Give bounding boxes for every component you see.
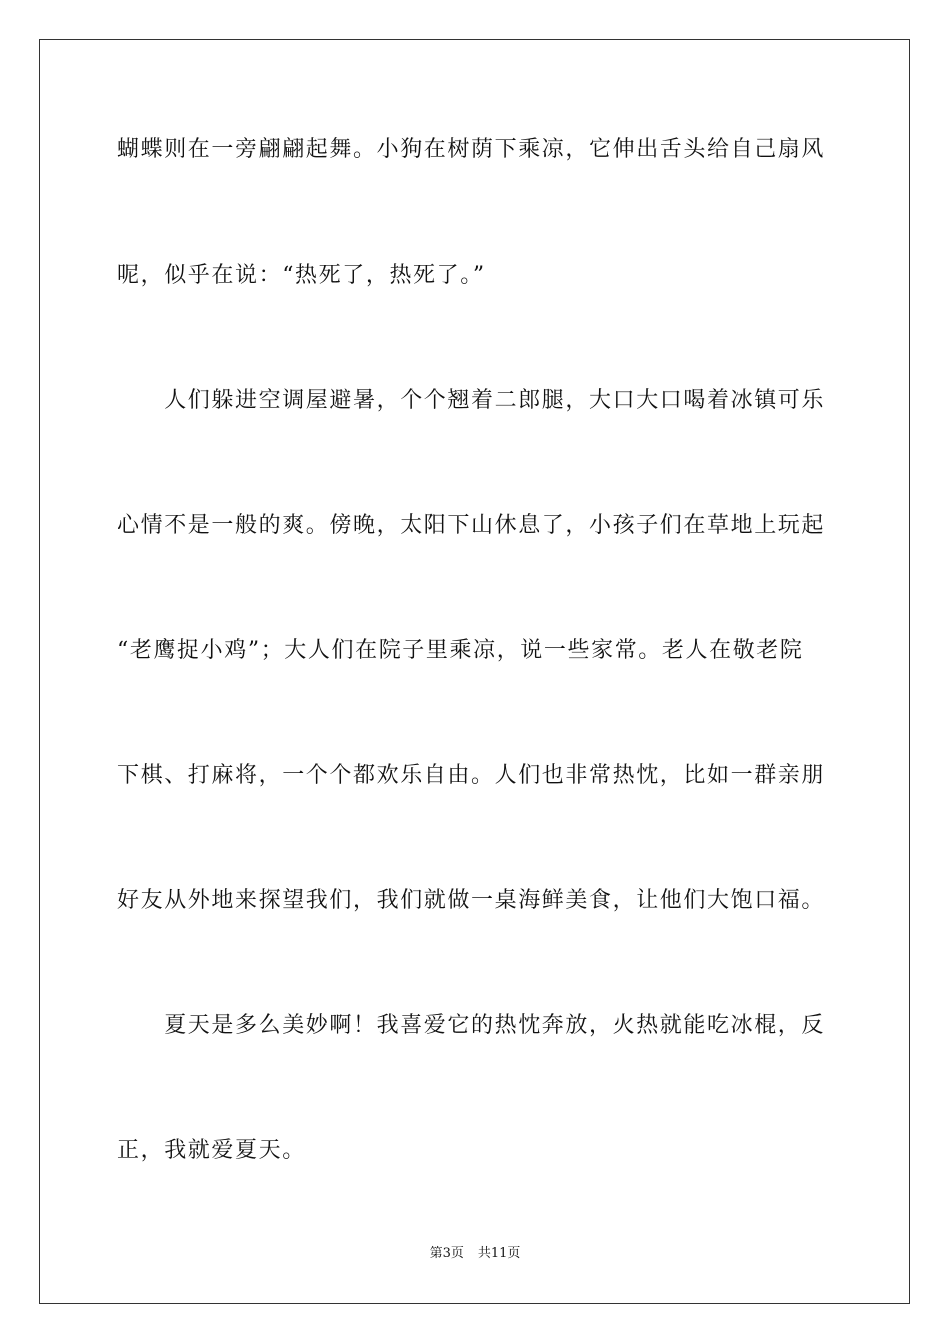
page-footer bbox=[0, 1246, 950, 1262]
body-text-line-4: 心情不是一般的爽。傍晚，太阳下山休息了，小孩子们在草地上玩起 bbox=[117, 513, 826, 538]
page-number: 第3页 bbox=[429, 1246, 464, 1261]
body-text-line-6: 下棋、打麻将，一个个都欢乐自由。人们也非常热忱，比如一群亲朋 bbox=[117, 763, 826, 788]
body-text-line-1: 蝴蝶则在一旁翩翩起舞。小狗在树荫下乘凉，它伸出舌头给自己扇风 bbox=[117, 137, 826, 162]
body-text-line-3: 人们躲进空调屋避暑，个个翘着二郎腿，大口大口喝着冰镇可乐 bbox=[117, 388, 826, 413]
total-pages: 共11页 bbox=[477, 1246, 521, 1261]
body-text-line-5: “老鹰捉小鸡”；大人们在院子里乘凉，说一些家常。老人在敬老院 bbox=[117, 638, 804, 663]
body-text-line-2: 呢，似乎在说：“热死了，热死了。” bbox=[117, 263, 486, 288]
body-text-line-8: 夏天是多么美妙啊！我喜爱它的热忱奔放，火热就能吃冰棍，反 bbox=[117, 1013, 826, 1038]
body-text-line-7: 好友从外地来探望我们，我们就做一桌海鲜美食，让他们大饱口福。 bbox=[117, 888, 826, 913]
page-border bbox=[39, 39, 910, 1304]
body-text-line-9: 正，我就爱夏天。 bbox=[117, 1138, 306, 1163]
